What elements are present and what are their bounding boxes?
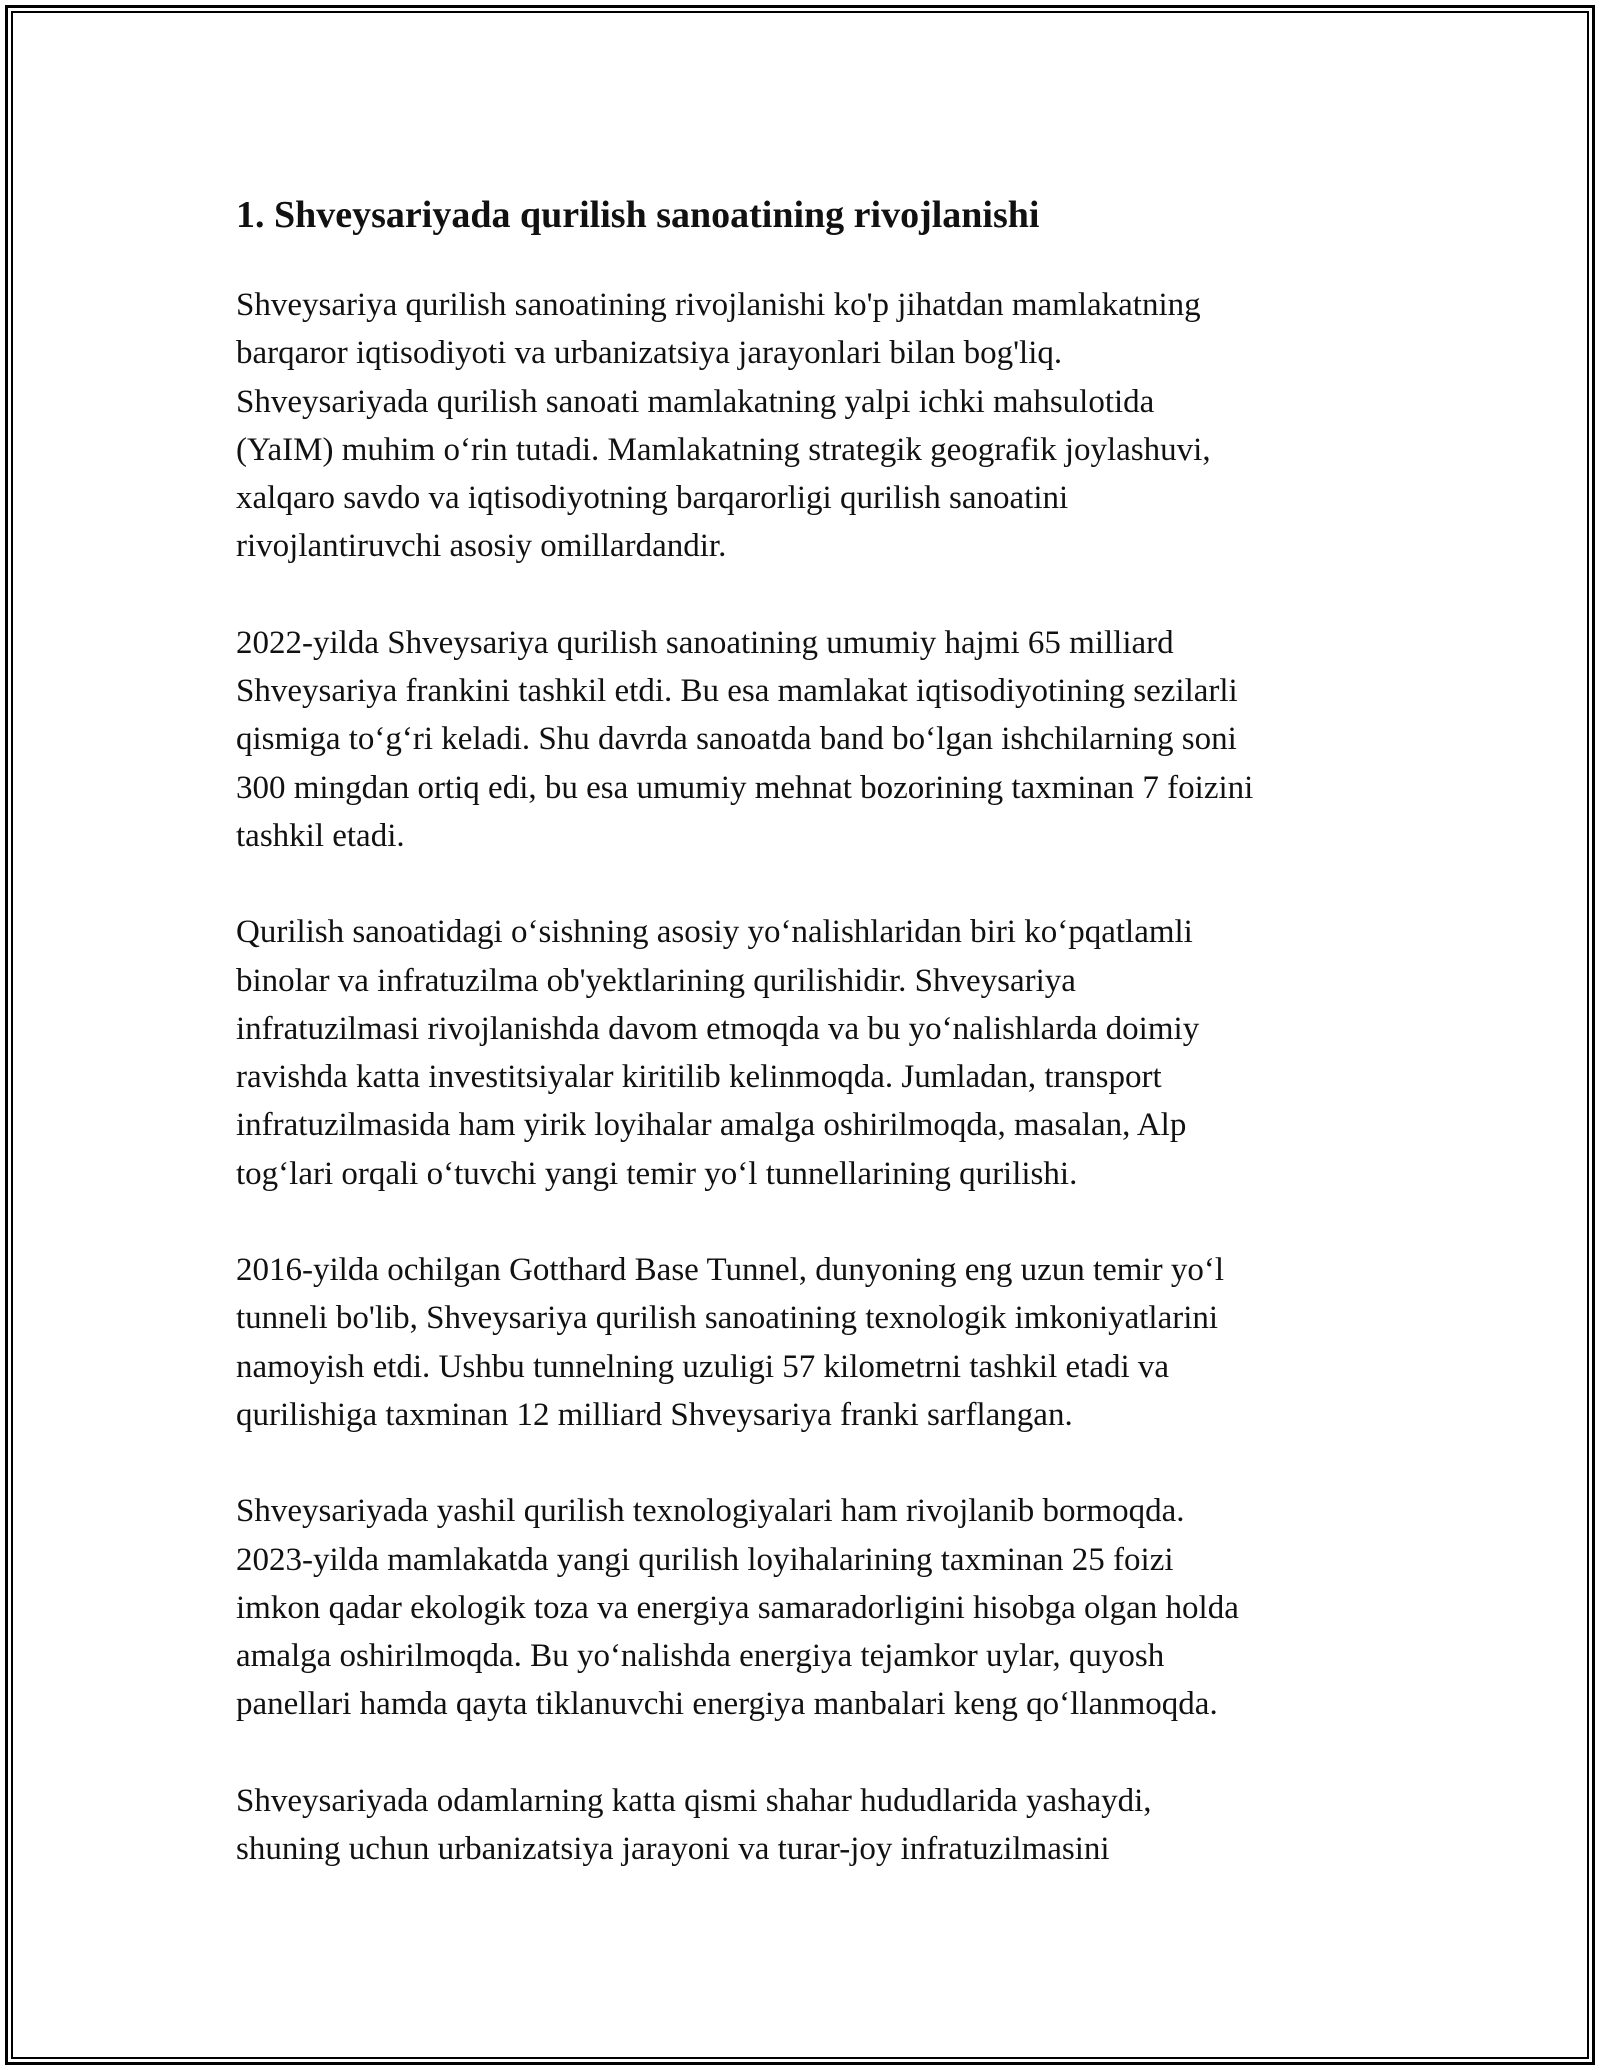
paragraph-line: 2023-yilda mamlakatda yangi qurilish loyihalarining taxminan 25 foizi [236,1541,1174,1578]
paragraph-line: ravishda katta investitsiyalar kiritilib kelinmoqda. Jumladan, transport [236,1059,1162,1096]
paragraph-5 [236,1487,1376,1728]
paragraph-line: rivojlantiruvchi asosiy omillardandir. [236,528,727,565]
paragraph-line: 2022-yilda Shveysariya qurilish sanoatining umumiy hajmi 65 milliard [236,624,1174,661]
paragraph-line: imkon qadar ekologik toza va energiya samaradorligini hisobga olgan holda [236,1589,1239,1626]
paragraph-line: panellari hamda qayta tiklanuvchi energiya manbalari keng qo‘llanmoqda. [236,1686,1218,1723]
paragraph-line: infratuzilmasida ham yirik loyihalar amalga oshirilmoqda, masalan, Alp [236,1107,1187,1144]
paragraph-line: tunneli bo'lib, Shveysariya qurilish sanoatining texnologik imkoniyatlarini [236,1300,1219,1337]
paragraph-line: (YaIM) muhim o‘rin tutadi. Mamlakatning strategik geografik joylashuvi, [236,431,1211,468]
paragraph-line: shuning uchun urbanizatsiya jarayoni va turar-joy infratuzilmasini [236,1831,1110,1868]
paragraph-4 [236,1246,1376,1439]
page-title: 1. Shveysariyada qurilish sanoatining rivojlanishi [236,194,1040,236]
paragraph-line: 2016-yilda ochilgan Gotthard Base Tunnel, dunyoning eng uzun temir yo‘l [236,1252,1225,1289]
paragraph-line: Shveysariya frankini tashkil etdi. Bu esa mamlakat iqtisodiyotining sezilarli [236,673,1238,710]
paragraph-line: Shveysariya qurilish sanoatining rivojlanishi ko'p jihatdan mamlakatning [236,287,1201,323]
paragraph-line: infratuzilmasi rivojlanishda davom etmoqda va bu yo‘nalishlarda doimiy [236,1010,1200,1047]
paragraph-line: barqaror iqtisodiyoti va urbanizatsiya jarayonlari bilan bog'liq. [236,335,1063,372]
paragraph-line: namoyish etdi. Ushbu tunnelning uzuligi 57 kilometrni tashkil etadi va [236,1348,1170,1385]
paragraph-line: binolar va infratuzilma ob'yektlarining qurilishidir. Shveysariya [236,962,1076,999]
paragraph-line: tashkil etadi. [236,817,405,854]
paragraph-3 [236,908,1376,1198]
paragraph-2 [236,619,1376,860]
paragraph-line: xalqaro savdo va iqtisodiyotning barqarorligi qurilish sanoatini [236,480,1069,517]
paragraph-1 [236,281,1376,571]
paragraph-line: qurilishiga taxminan 12 milliard Shveysariya franki sarflangan. [236,1396,1073,1433]
paragraph-line: Shveysariyada qurilish sanoati mamlakatning yalpi ichki mahsulotida [236,383,1155,420]
paragraph-line: amalga oshirilmoqda. Bu yo‘nalishda energiya tejamkor uylar, quyosh [236,1638,1165,1675]
paragraph-line: 300 mingdan ortiq edi, bu esa umumiy mehnat bozorining taxminan 7 foizini [236,769,1254,806]
paragraph-line: tog‘lari orqali o‘tuvchi yangi temir yo‘l tunnellarining qurilishi. [236,1155,1078,1192]
document-body [236,185,1376,1921]
paragraph-line: Shveysariyada yashil qurilish texnologiyalari ham rivojlanib bormoqda. [236,1493,1185,1530]
paragraph-6 [236,1777,1376,1874]
paragraph-line: Qurilish sanoatidagi o‘sishning asosiy yo‘nalishlaridan biri ko‘pqatlamli [236,914,1193,951]
paragraph-line: qismiga to‘g‘ri keladi. Shu davrda sanoatda band bo‘lgan ishchilarning soni [236,721,1237,758]
paragraph-line: Shveysariyada odamlarning katta qismi shahar hududlarida yashaydi, [236,1782,1152,1819]
